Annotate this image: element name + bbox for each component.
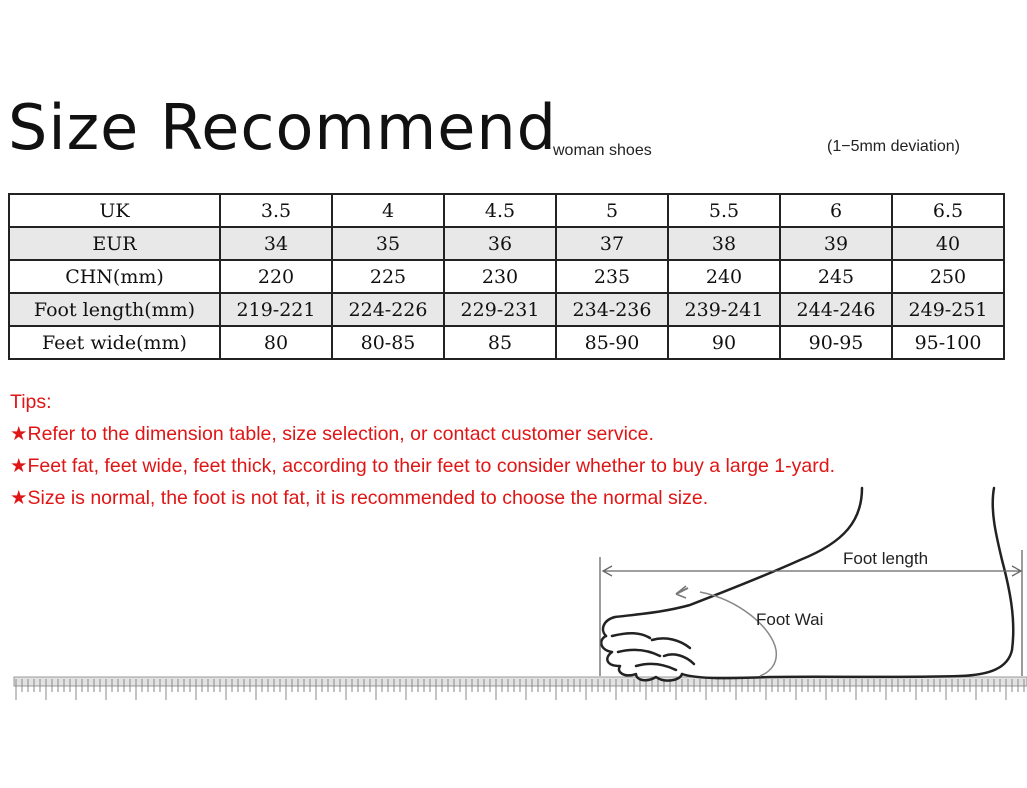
table-cell: 39 (780, 227, 892, 260)
table-cell: 5.5 (668, 194, 780, 227)
table-cell: 3.5 (220, 194, 332, 227)
table-cell: 240 (668, 260, 780, 293)
size-table (8, 193, 1005, 360)
tip-item: ★Feet fat, feet wide, feet thick, according to their feet to consider whether to buy a large 1-yard. (10, 455, 835, 477)
table-cell: 250 (892, 260, 1004, 293)
table-cell: 224-226 (332, 293, 444, 326)
table-cell: 219-221 (220, 293, 332, 326)
table-cell: 230 (444, 260, 556, 293)
table-cell: 85-90 (556, 326, 668, 359)
table-row (9, 326, 1004, 359)
foot-length-label: Foot length (843, 549, 929, 568)
table-cell: 34 (220, 227, 332, 260)
table-cell: 225 (332, 260, 444, 293)
table-cell: 245 (780, 260, 892, 293)
table-cell: 35 (332, 227, 444, 260)
table-row (9, 293, 1004, 326)
row-label: UK (9, 194, 220, 227)
table-cell: 234-236 (556, 293, 668, 326)
table-cell: 4 (332, 194, 444, 227)
tip-item: ★Refer to the dimension table, size selection, or contact customer service. (10, 423, 654, 445)
table-cell: 80 (220, 326, 332, 359)
table-cell: 36 (444, 227, 556, 260)
table-row (9, 227, 1004, 260)
page-title: Size Recommend (8, 91, 558, 164)
foot-outline-icon (601, 488, 1013, 681)
foot-measurement-diagram (0, 480, 1027, 710)
tips-heading: Tips: (10, 391, 52, 413)
ruler (14, 677, 1027, 700)
row-label: CHN(mm) (9, 260, 220, 293)
table-cell: 235 (556, 260, 668, 293)
table-cell: 244-246 (780, 293, 892, 326)
table-cell: 40 (892, 227, 1004, 260)
table-cell: 5 (556, 194, 668, 227)
table-row (9, 260, 1004, 293)
row-label: EUR (9, 227, 220, 260)
table-cell: 239-241 (668, 293, 780, 326)
deviation-note: (1−5mm deviation) (827, 138, 960, 155)
table-cell: 6.5 (892, 194, 1004, 227)
subtitle: woman shoes (553, 142, 652, 159)
table-cell: 37 (556, 227, 668, 260)
table-cell: 220 (220, 260, 332, 293)
table-cell: 80-85 (332, 326, 444, 359)
table-cell: 85 (444, 326, 556, 359)
foot-wai-label: Foot Wai (756, 610, 824, 629)
table-cell: 249-251 (892, 293, 1004, 326)
table-row (9, 194, 1004, 227)
table-cell: 229-231 (444, 293, 556, 326)
table-cell: 90-95 (780, 326, 892, 359)
tip-item: ★Size is normal, the foot is not fat, it is recommended to choose the normal size. (10, 487, 709, 509)
row-label: Foot length(mm) (9, 293, 220, 326)
table-cell: 6 (780, 194, 892, 227)
table-cell: 38 (668, 227, 780, 260)
table-cell: 95-100 (892, 326, 1004, 359)
table-cell: 90 (668, 326, 780, 359)
table-cell: 4.5 (444, 194, 556, 227)
row-label: Feet wide(mm) (9, 326, 220, 359)
